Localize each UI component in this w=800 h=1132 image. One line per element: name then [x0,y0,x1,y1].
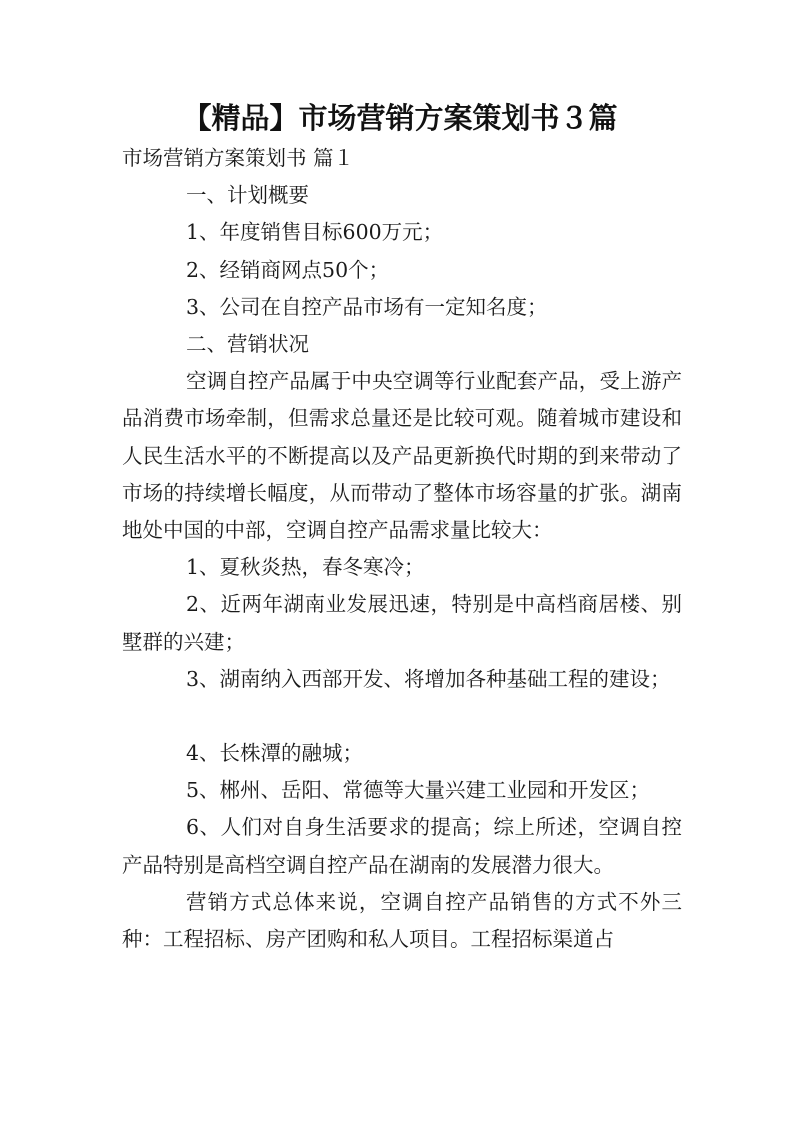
section-subtitle: 市场营销方案策划书 篇１ [122,146,355,170]
heading-marketing-status: 二、营销状况 [186,332,309,357]
list-item: 3、湖南纳入西部开发、将增加各种基础工程的建设； [186,666,671,691]
list-item: 4、长株潭的融城； [186,741,364,766]
list-item: 3、公司在自控产品市场有一定知名度； [186,294,548,319]
list-item: 5、郴州、岳阳、常德等大量兴建工业园和开发区； [186,778,651,803]
heading-plan-summary: 一、计划概要 [186,183,309,208]
list-item: 2、近两年湖南业发展迅速，特别是中高档商居楼、别墅群的兴建； [122,592,682,654]
blank-line [122,698,682,735]
list-item: 2、经销商网点50个； [186,257,390,282]
document-title: 【精品】市场营销方案策划书３篇 [182,101,618,135]
list-item: 1、年度销售目标600万元； [186,220,444,245]
paragraph-sales-methods: 营销方式总体来说，空调自控产品销售的方式不外三种：工程招标、房产团购和私人项目。工程招标渠道占 [122,889,682,952]
paragraph-market-overview: 空调自控产品属于中央空调等行业配套产品，受上游产品消费市场牵制，但需求总量还是比较可观。随着城市建设和人民生活水平的不断提高以及产品更新换代时期的到来带动了市场的持续增长幅度，从而带动了整体市场容量的扩张。湖南地处中国的中部，空调自控产品需求量比较大： [122,369,682,543]
list-item: 6、人们对自身生活要求的提高；综上所述，空调自控产品特别是高档空调自控产品在湖南的发展潜力很大。 [122,815,682,877]
list-item: 1、夏秋炎热，春冬寒冷； [186,555,425,580]
document-body [122,140,682,958]
